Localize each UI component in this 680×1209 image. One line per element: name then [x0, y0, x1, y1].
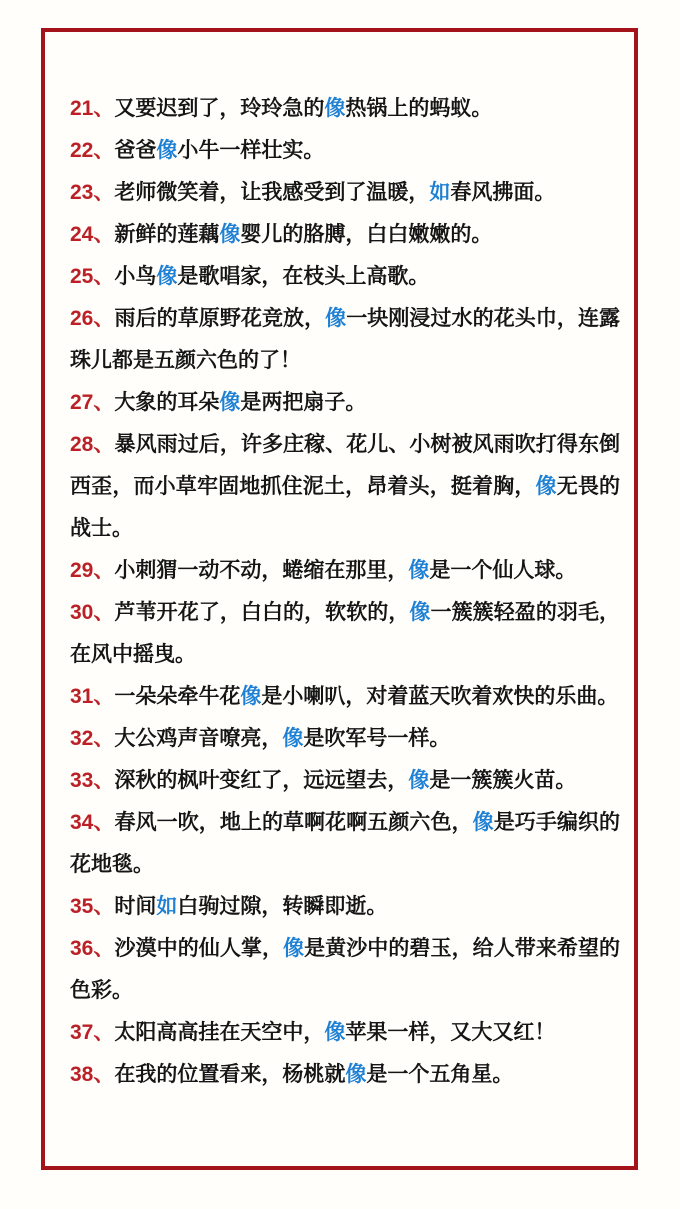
sentence-number: 30、: [70, 601, 115, 624]
simile-word: 像: [282, 727, 304, 750]
simile-word: 像: [283, 937, 305, 960]
sentence-item: [70, 592, 620, 676]
sentence-list: [70, 88, 620, 1096]
sentence-item: [70, 1012, 620, 1054]
simile-word: 如: [429, 181, 451, 204]
sentence-item: [70, 802, 620, 886]
sentence-text: 小鸟: [114, 265, 157, 288]
sentence-text: 雨后的草原野花竞放，: [114, 307, 326, 330]
sentence-item: [70, 550, 620, 592]
sentence-number: 36、: [70, 937, 115, 960]
sentence-text: 春风一吹，地上的草啊花啊五颜六色，: [114, 811, 473, 834]
simile-word: 像: [219, 223, 241, 246]
sentence-item: [70, 718, 620, 760]
sentence-text: 爸爸: [114, 139, 157, 162]
sentence-text: 太阳高高挂在天空中，: [114, 1021, 325, 1044]
simile-word: 像: [408, 769, 430, 792]
sentence-item: [70, 214, 620, 256]
sentence-number: 33、: [70, 769, 115, 792]
sentence-text: 是黄沙中的碧玉，给人带来希望的色彩。: [70, 937, 621, 1002]
sentence-text: 芦苇开花了，白白的，软软的，: [114, 601, 410, 624]
sentence-number: 28、: [70, 433, 115, 456]
sentence-text: 大象的耳朵: [114, 391, 220, 414]
sentence-number: 34、: [70, 811, 115, 834]
sentence-text: 一簇簇轻盈的羽毛，在风中摇曳。: [70, 601, 621, 666]
sentence-text: 大公鸡声音嘹亮，: [114, 727, 283, 750]
sentence-item: [70, 676, 620, 718]
sentence-text: 无畏的战士。: [70, 475, 621, 540]
sentence-text: 是一个五角星。: [366, 1063, 514, 1086]
sentence-number: 27、: [70, 391, 115, 414]
simile-word: 像: [325, 307, 347, 330]
simile-word: 如: [156, 895, 178, 918]
sentence-item: [70, 760, 620, 802]
sentence-text: 是一簇簇火苗。: [429, 769, 577, 792]
sentence-item: [70, 424, 620, 550]
sentence-number: 37、: [70, 1021, 115, 1044]
sentence-text: 沙漠中的仙人掌，: [114, 937, 284, 960]
simile-word: 像: [156, 139, 178, 162]
sentence-text: 一块刚浸过水的花头巾，连露珠儿都是五颜六色的了！: [70, 307, 621, 372]
sentence-number: 25、: [70, 265, 115, 288]
sentence-text: 小刺猬一动不动，蜷缩在那里，: [114, 559, 409, 582]
sentence-text: 又要迟到了，玲玲急的: [114, 97, 325, 120]
simile-word: 像: [535, 475, 557, 498]
sentence-text: 是小喇叭，对着蓝天吹着欢快的乐曲。: [261, 685, 619, 708]
sentence-text: 是歌唱家，在枝头上高歌。: [177, 265, 430, 288]
sentence-text: 是两把扇子。: [240, 391, 367, 414]
sentence-item: [70, 298, 620, 382]
sentence-text: 是吹军号一样。: [303, 727, 451, 750]
sentence-item: [70, 382, 620, 424]
sentence-number: 24、: [70, 223, 115, 246]
sentence-text: 小牛一样壮实。: [177, 139, 325, 162]
sentence-number: 35、: [70, 895, 115, 918]
sentence-number: 23、: [70, 181, 115, 204]
simile-word: 像: [472, 811, 494, 834]
sentence-text: 热锅上的蚂蚁。: [345, 97, 493, 120]
sentence-text: 在我的位置看来，杨桃就: [114, 1063, 346, 1086]
sentence-number: 21、: [70, 97, 115, 120]
sentence-text: 时间: [114, 895, 157, 918]
sentence-text: 白驹过隙，转瞬即逝。: [177, 895, 388, 918]
simile-word: 像: [408, 559, 430, 582]
sentence-text: 老师微笑着，让我感受到了温暖，: [114, 181, 430, 204]
sentence-item: [70, 886, 620, 928]
sentence-text: 是巧手编织的花地毯。: [70, 811, 621, 876]
sentence-text: 是一个仙人球。: [429, 559, 577, 582]
sentence-text: 婴儿的胳膊，白白嫩嫩的。: [240, 223, 493, 246]
sentence-number: 22、: [70, 139, 115, 162]
sentence-item: [70, 88, 620, 130]
page-border-frame: [41, 28, 638, 1170]
simile-word: 像: [345, 1063, 367, 1086]
sentence-text: 苹果一样，又大又红！: [345, 1021, 556, 1044]
sentence-item: [70, 172, 620, 214]
sentence-number: 38、: [70, 1063, 115, 1086]
sentence-text: 新鲜的莲藕: [114, 223, 220, 246]
sentence-text: 一朵朵牵牛花: [114, 685, 241, 708]
sentence-number: 32、: [70, 727, 115, 750]
sentence-item: [70, 928, 620, 1012]
simile-word: 像: [324, 97, 346, 120]
sentence-number: 31、: [70, 685, 115, 708]
sentence-text: 深秋的枫叶变红了，远远望去，: [114, 769, 409, 792]
sentence-item: [70, 256, 620, 298]
sentence-number: 29、: [70, 559, 115, 582]
simile-word: 像: [409, 601, 431, 624]
simile-word: 像: [156, 265, 178, 288]
sentence-number: 26、: [70, 307, 115, 330]
sentence-item: [70, 1054, 620, 1096]
sentence-text: 暴风雨过后，许多庄稼、花儿、小树被风雨吹打得东倒西歪，而小草牢固地抓住泥土，昂着头，挺着胸，: [70, 433, 621, 498]
sentence-text: 春风拂面。: [450, 181, 556, 204]
sentence-item: [70, 130, 620, 172]
simile-word: 像: [324, 1021, 346, 1044]
simile-word: 像: [240, 685, 262, 708]
simile-word: 像: [219, 391, 241, 414]
